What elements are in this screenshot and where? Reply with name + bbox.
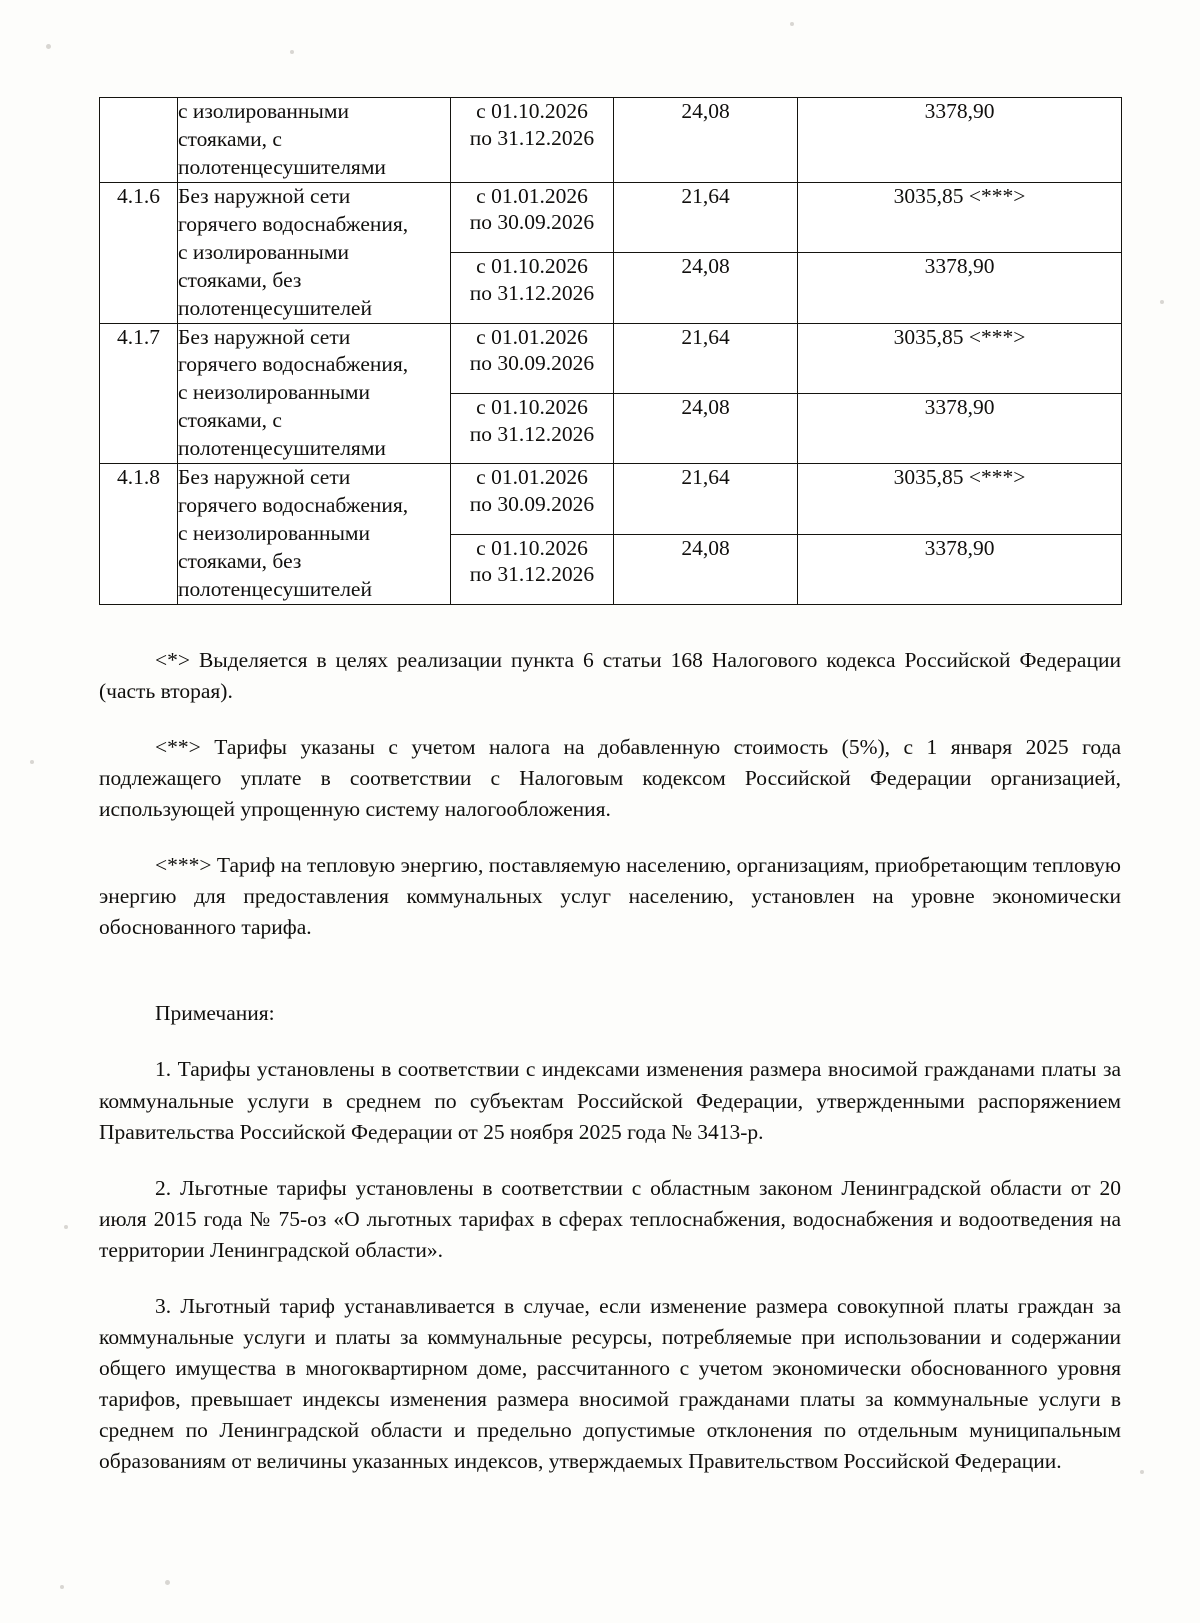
period-cell	[451, 253, 614, 323]
period-to: по 30.09.2026	[469, 491, 595, 516]
description-line: полотенцесушителями	[178, 154, 386, 179]
row-number: 4.1.7	[117, 324, 160, 349]
description-line: горячего водоснабжения,	[178, 493, 409, 518]
row-description-cell	[178, 98, 451, 183]
row-number-cell	[100, 98, 178, 183]
row-number-cell	[100, 464, 178, 605]
rate-cell	[614, 464, 798, 534]
description-line: с неизолированными	[178, 521, 371, 546]
row-description-cell	[178, 464, 451, 605]
description-line: Без наружной сети	[178, 183, 351, 208]
rate-value: 24,08	[681, 535, 730, 560]
period-from: с 01.10.2026	[476, 254, 588, 279]
price-cell	[798, 182, 1122, 252]
note-item-3: 3. Льготный тариф устанавливается в случае, если изменение размера совокупной платы граждан за коммунальные услуги и платы за коммунальные ресурсы, потребляемые при использовании и содержании общего имущества в многоквартирном доме, рассчитанного с учетом экономически обоснованного уровня тарифов, превышает индексы изменения размера вносимой гражданами платы за коммунальные услуги в среднем по Ленинградской области и предельно допустимые отклонения по отдельным муниципальным образованиям от величины указанных индексов, утверждаемых Правительством Российской Федерации.	[99, 1293, 1121, 1474]
period-to: по 30.09.2026	[469, 351, 595, 376]
scan-speck	[790, 22, 794, 26]
period-cell	[451, 98, 614, 183]
tariff-table	[99, 97, 1122, 605]
row-number-cell	[100, 323, 178, 464]
table-row	[100, 182, 1122, 252]
period-from: с 01.01.2026	[476, 465, 588, 490]
scan-speck	[290, 50, 294, 54]
scan-speck	[165, 1580, 170, 1585]
period-to: по 31.12.2026	[469, 562, 595, 587]
rate-value: 24,08	[681, 254, 730, 279]
period-to: по 31.12.2026	[469, 280, 595, 305]
period-cell	[451, 182, 614, 252]
price-cell	[798, 393, 1122, 463]
price-value: 3035,85 <***>	[893, 465, 1026, 490]
rate-cell	[614, 323, 798, 393]
footnote-single-star: <*> Выделяется в целях реализации пункта 6 статьи 168 Налогового кодекса Российской Федерации (часть вторая).	[99, 647, 1121, 703]
price-cell	[798, 534, 1122, 604]
rate-value: 21,64	[681, 183, 730, 208]
description-line: с изолированными	[178, 99, 349, 123]
price-cell	[798, 323, 1122, 393]
description-line: горячего водоснабжения,	[178, 352, 409, 377]
description-line: стояками, без	[178, 549, 302, 573]
price-value: 3378,90	[924, 535, 995, 560]
rate-value: 21,64	[681, 465, 730, 490]
footnote-double-star: <**> Тарифы указаны с учетом налога на добавленную стоимость (5%), с 1 января 2025 года подлежащего уплате в соответствии с Налоговым кодексом Российской Федерации организацией, использующей упрощенную систему налогообложения.	[99, 735, 1121, 822]
price-cell	[798, 253, 1122, 323]
price-value: 3035,85 <***>	[893, 183, 1026, 208]
description-line: стояками, без	[178, 267, 302, 292]
rate-value: 24,08	[681, 99, 730, 123]
price-value: 3378,90	[924, 99, 995, 123]
table-row	[100, 98, 1122, 183]
section-spacer	[99, 968, 1121, 998]
price-cell	[798, 98, 1122, 183]
row-description-cell	[178, 182, 451, 323]
period-to: по 30.09.2026	[469, 210, 595, 235]
rate-cell	[614, 253, 798, 323]
table-row	[100, 323, 1122, 393]
notes-section	[99, 645, 1121, 1477]
period-from: с 01.10.2026	[476, 535, 588, 560]
rate-cell	[614, 98, 798, 183]
description-line: Без наружной сети	[178, 324, 351, 349]
rate-value: 24,08	[681, 394, 730, 419]
description-line: стояками, с	[178, 126, 282, 151]
scan-speck	[64, 1225, 68, 1229]
period-from: с 01.01.2026	[476, 324, 588, 349]
scan-speck	[1140, 1470, 1144, 1474]
row-number-cell	[100, 182, 178, 323]
row-description-cell	[178, 323, 451, 464]
note-item-2: 2. Льготные тарифы установлены в соответствии с областным законом Ленинградской области от 20 июля 2015 года № 75-оз «О льготных тарифах в сферах теплоснабжения, водоснабжения и водоотведения на территории Ленинградской области».	[99, 1175, 1121, 1262]
period-from: с 01.10.2026	[476, 99, 588, 123]
document-content	[99, 97, 1121, 1477]
period-from: с 01.01.2026	[476, 183, 588, 208]
scan-speck	[46, 44, 51, 49]
scan-speck	[60, 1585, 64, 1589]
row-number: 4.1.8	[117, 465, 160, 490]
period-to: по 31.12.2026	[469, 125, 595, 150]
rate-cell	[614, 534, 798, 604]
period-cell	[451, 534, 614, 604]
rate-cell	[614, 182, 798, 252]
description-line: стояками, с	[178, 408, 282, 433]
rate-value: 21,64	[681, 324, 730, 349]
scan-speck	[1160, 300, 1164, 304]
period-cell	[451, 323, 614, 393]
price-cell	[798, 464, 1122, 534]
notes-heading: Примечания:	[155, 1001, 275, 1026]
price-value: 3035,85 <***>	[893, 324, 1026, 349]
price-value: 3378,90	[924, 394, 995, 419]
price-value: 3378,90	[924, 254, 995, 279]
footnote-triple-star: <***> Тариф на тепловую энергию, поставляемую населению, организациям, приобретающим тепловую энергию для предоставления коммунальных услуг населению, установлен на уровне экономически обоснованного тарифа.	[99, 853, 1121, 940]
period-to: по 31.12.2026	[469, 421, 595, 446]
description-line: с неизолированными	[178, 380, 371, 405]
description-line: полотенцесушителей	[178, 576, 372, 601]
period-cell	[451, 393, 614, 463]
description-line: Без наружной сети	[178, 465, 351, 490]
note-item-1: 1. Тарифы установлены в соответствии с индексами изменения размера вносимой гражданами платы за коммунальные услуги в среднем по субъектам Российской Федерации, утвержденными распоряжением Правительства Российской Федерации от 25 ноября 2025 года № 3413-р.	[99, 1057, 1121, 1144]
description-line: полотенцесушителей	[178, 295, 372, 320]
table-row	[100, 464, 1122, 534]
description-line: с изолированными	[178, 239, 349, 264]
description-line: горячего водоснабжения,	[178, 211, 409, 236]
row-number: 4.1.6	[117, 183, 160, 208]
scan-speck	[30, 760, 34, 764]
period-from: с 01.10.2026	[476, 394, 588, 419]
description-line: полотенцесушителями	[178, 436, 386, 461]
rate-cell	[614, 393, 798, 463]
period-cell	[451, 464, 614, 534]
